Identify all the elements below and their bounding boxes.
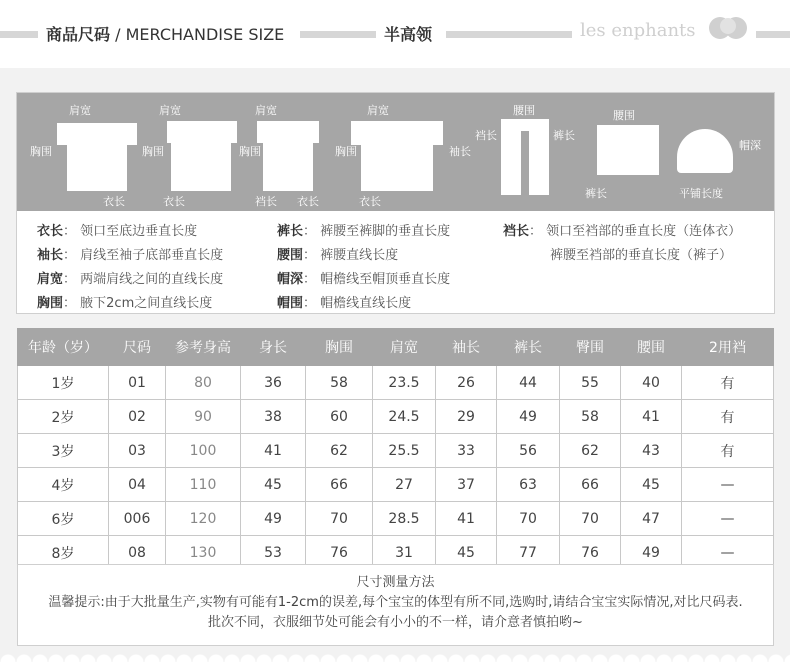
table-cell: 26: [436, 366, 497, 400]
table-cell: 45: [241, 468, 306, 502]
column-header: 腰围: [621, 329, 682, 366]
table-cell: 130: [166, 536, 241, 570]
measurement-note: [17, 564, 774, 646]
definition-text: 裤腰至裤脚的垂直长度: [320, 224, 451, 239]
column-header: 身长: [241, 329, 306, 366]
table-cell: 49: [621, 536, 682, 570]
elephant-logo-icon: [706, 12, 750, 46]
table-cell: 36: [241, 366, 306, 400]
note-line: 温馨提示:由于大批量生产,实物有可能有1-2cm的误差,每个宝宝的体型有所不同,选购时,请结合宝宝实际情况,对比尺码表.: [48, 595, 743, 610]
definition-item: 袖长： 肩线至袖子底部垂直长度: [37, 248, 224, 263]
definition-item: 帽深： 帽檐线至帽顶垂直长度: [277, 272, 451, 287]
table-cell: 66: [560, 468, 621, 502]
definition-item: 腰围： 裤腰直线长度: [277, 248, 399, 263]
trousers-waist-shape: [501, 119, 549, 131]
table-cell: 55: [560, 366, 621, 400]
table-cell: 90: [166, 400, 241, 434]
label-crotch: 裆长: [475, 129, 497, 142]
definition-key: 腰围: [277, 248, 304, 263]
measurement-guide: [16, 92, 775, 314]
table-cell: 27: [373, 468, 436, 502]
definition-key: 胸围: [37, 296, 64, 311]
table-row: [18, 434, 774, 468]
definition-key: 衣长: [37, 224, 64, 239]
label-flat-length: 平铺长度: [679, 187, 723, 200]
table-cell: 2岁: [18, 400, 109, 434]
label-chest: 胸围: [142, 145, 164, 158]
table-row: [18, 502, 774, 536]
table-cell: 60: [306, 400, 373, 434]
definition-text: 裤腰直线长度: [320, 248, 399, 263]
column-header: 臀围: [560, 329, 621, 366]
definition-item: 帽围： 帽檐线直线长度: [277, 296, 412, 311]
table-cell: 41: [436, 502, 497, 536]
definition-text: 领口至裆部的垂直长度（连体衣）: [546, 224, 742, 239]
table-cell: 1岁: [18, 366, 109, 400]
table-cell: 03: [109, 434, 166, 468]
column-header: 尺码: [109, 329, 166, 366]
trousers-left-leg-shape: [501, 131, 521, 195]
label-waist: 腰围: [613, 109, 635, 122]
brand-logo-text: les enphants: [580, 20, 696, 41]
label-shoulder: 肩宽: [159, 104, 181, 117]
label-length: 衣长: [359, 195, 381, 208]
table-cell: 110: [166, 468, 241, 502]
table-cell: 76: [306, 536, 373, 570]
table-cell: 49: [241, 502, 306, 536]
table-cell: 38: [241, 400, 306, 434]
definition-key: 裤长: [277, 224, 304, 239]
label-crotch: 裆长: [255, 195, 277, 208]
label-length: 衣长: [163, 195, 185, 208]
label-pants-length: 裤长: [553, 129, 575, 142]
table-cell: 41: [621, 400, 682, 434]
definition-text: 两端肩线之间的直线长度: [80, 272, 224, 287]
table-cell: 70: [560, 502, 621, 536]
header-rule: [0, 31, 38, 38]
dress-body-shape: [171, 139, 231, 191]
label-shoulder: 肩宽: [69, 104, 91, 117]
label-sleeve: 袖长: [449, 145, 471, 158]
definition-key: 帽深: [277, 272, 304, 287]
table-cell: 80: [166, 366, 241, 400]
definition-item: 肩宽： 两端肩线之间的直线长度: [37, 272, 224, 287]
table-cell: 6岁: [18, 502, 109, 536]
table-cell: 62: [306, 434, 373, 468]
table-cell: 49: [497, 400, 560, 434]
table-cell: 63: [497, 468, 560, 502]
shorts-shape: [597, 125, 659, 175]
table-cell: 44: [497, 366, 560, 400]
hat-shape: [677, 129, 733, 173]
trousers-right-leg-shape: [529, 131, 549, 195]
table-row: [18, 468, 774, 502]
table-cell: 28.5: [373, 502, 436, 536]
definition-item: 裤长： 裤腰至裤脚的垂直长度: [277, 224, 451, 239]
scalloped-border: [0, 650, 790, 662]
table-cell: 33: [436, 434, 497, 468]
size-table: [17, 328, 774, 570]
table-cell: 40: [621, 366, 682, 400]
header-rule: [756, 31, 790, 38]
table-cell: 77: [497, 536, 560, 570]
table-cell: —: [682, 468, 774, 502]
label-chest: 胸围: [30, 145, 52, 158]
tshirt-body-shape: [67, 141, 127, 191]
definition-key: 帽围: [277, 296, 304, 311]
title-cn: 商品尺码: [46, 25, 111, 44]
definition-item: 胸围： 腋下2cm之间直线长度: [37, 296, 213, 311]
table-row: [18, 400, 774, 434]
table-cell: 29: [436, 400, 497, 434]
table-cell: 66: [306, 468, 373, 502]
table-cell: 23.5: [373, 366, 436, 400]
table-cell: 45: [436, 536, 497, 570]
table-cell: 53: [241, 536, 306, 570]
definition-item: [550, 244, 732, 263]
table-cell: 76: [560, 536, 621, 570]
definition-text: 裤腰至裆部的垂直长度（裤子）: [550, 248, 733, 263]
romper-body-shape: [263, 139, 313, 191]
table-cell: 58: [560, 400, 621, 434]
table-cell: 08: [109, 536, 166, 570]
label-waist: 腰围: [513, 104, 535, 117]
label-pants-length: 裤长: [585, 187, 607, 200]
table-cell: 8岁: [18, 536, 109, 570]
table-cell: 47: [621, 502, 682, 536]
table-cell: —: [682, 502, 774, 536]
column-header: 年龄（岁）: [18, 329, 109, 366]
jacket-body-shape: [361, 141, 433, 191]
column-header: 胸围: [306, 329, 373, 366]
label-shoulder: 肩宽: [255, 104, 277, 117]
table-header-row: [18, 329, 774, 366]
note-line: 批次不同，衣服细节处可能会有小小的不一样，请介意者慎拍哟~: [208, 615, 583, 630]
label-hat-depth: 帽深: [739, 139, 761, 152]
table-cell: 有: [682, 434, 774, 468]
column-header: 裤长: [497, 329, 560, 366]
table-cell: 24.5: [373, 400, 436, 434]
table-row: [18, 366, 774, 400]
table-cell: 25.5: [373, 434, 436, 468]
table-cell: 43: [621, 434, 682, 468]
column-header: 袖长: [436, 329, 497, 366]
definition-key: 裆长: [503, 224, 530, 239]
column-header: 肩宽: [373, 329, 436, 366]
table-cell: 56: [497, 434, 560, 468]
table-cell: 70: [497, 502, 560, 536]
label-chest: 胸围: [239, 145, 261, 158]
table-cell: 02: [109, 400, 166, 434]
table-cell: 有: [682, 400, 774, 434]
table-cell: 120: [166, 502, 241, 536]
header-bar: [0, 0, 790, 68]
column-header: 2用裆: [682, 329, 774, 366]
definition-text: 领口至底边垂直长度: [80, 224, 198, 239]
definition-item: 衣长： 领口至底边垂直长度: [37, 224, 198, 239]
header-title: [46, 22, 284, 45]
table-cell: 04: [109, 468, 166, 502]
table-cell: 31: [373, 536, 436, 570]
table-cell: 37: [436, 468, 497, 502]
table-cell: 58: [306, 366, 373, 400]
table-cell: 70: [306, 502, 373, 536]
table-cell: —: [682, 536, 774, 570]
table-cell: 3岁: [18, 434, 109, 468]
table-cell: 006: [109, 502, 166, 536]
note-title: 尺寸测量方法: [356, 575, 435, 590]
diagram-band: [17, 93, 774, 211]
label-length: 衣长: [103, 195, 125, 208]
definition-text: 腋下2cm之间直线长度: [80, 296, 213, 311]
column-header: 参考身高: [166, 329, 241, 366]
table-cell: 100: [166, 434, 241, 468]
title-en: / MERCHANDISE SIZE: [115, 25, 285, 44]
table-cell: 41: [241, 434, 306, 468]
table-cell: 01: [109, 366, 166, 400]
table-cell: 4岁: [18, 468, 109, 502]
table-cell: 有: [682, 366, 774, 400]
definition-text: 帽檐线至帽顶垂直长度: [320, 272, 451, 287]
collar-type: 半高领: [384, 25, 433, 44]
definition-key: 肩宽: [37, 272, 64, 287]
definition-text: 肩线至袖子底部垂直长度: [80, 248, 224, 263]
definition-key: 袖长: [37, 248, 64, 263]
header-rule: [446, 31, 572, 38]
label-chest: 胸围: [335, 145, 357, 158]
label-length: 衣长: [297, 195, 319, 208]
header-rule: [300, 31, 376, 38]
table-cell: 62: [560, 434, 621, 468]
definition-text: 帽檐线直线长度: [320, 296, 412, 311]
table-cell: 45: [621, 468, 682, 502]
label-shoulder: 肩宽: [367, 104, 389, 117]
definition-item: 裆长： 领口至裆部的垂直长度（连体衣）: [503, 224, 742, 239]
